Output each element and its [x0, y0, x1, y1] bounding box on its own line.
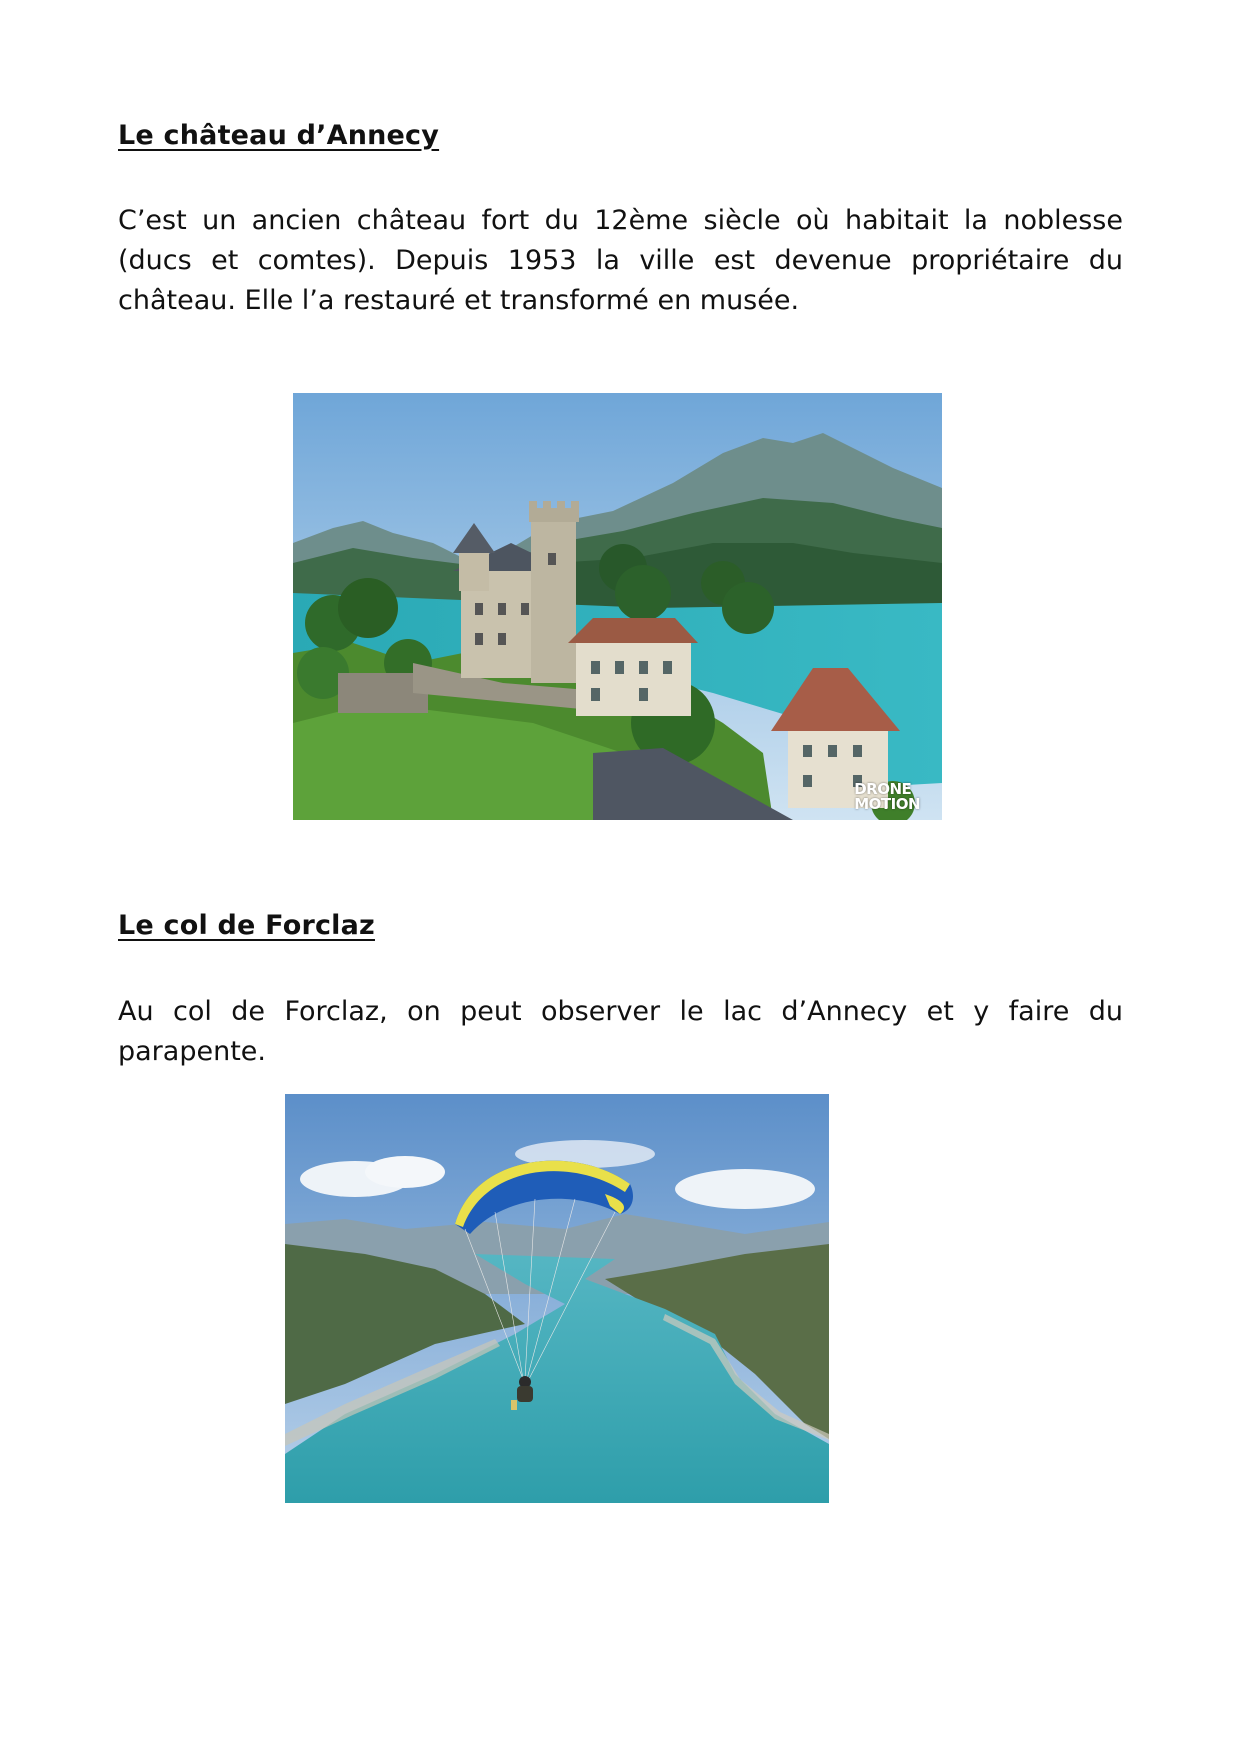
drone-motion-watermark [854, 782, 920, 812]
paraglider-photo-illustration [285, 1094, 829, 1503]
paraglider-photo [285, 1094, 829, 1503]
paragraph-chateau: C’est un ancien château fort du 12ème siècle où habitait la noblesse (ducs et comtes). Depuis 1953 la ville est devenue propriétaire du château. Elle l’a restauré et transformé en musée. [118, 205, 1123, 316]
section-heading-forclaz: Le col de Forclaz [118, 910, 375, 941]
watermark-line-1: DRONE [854, 780, 912, 798]
castle-photo-illustration [293, 393, 942, 820]
section-heading-chateau: Le château d’Annecy [118, 120, 440, 151]
watermark-line-2: MOTION [854, 795, 920, 813]
castle-photo [293, 393, 942, 820]
paragraph-forclaz: Au col de Forclaz, on peut observer le lac d’Annecy et y faire du parapente. [118, 996, 1123, 1067]
